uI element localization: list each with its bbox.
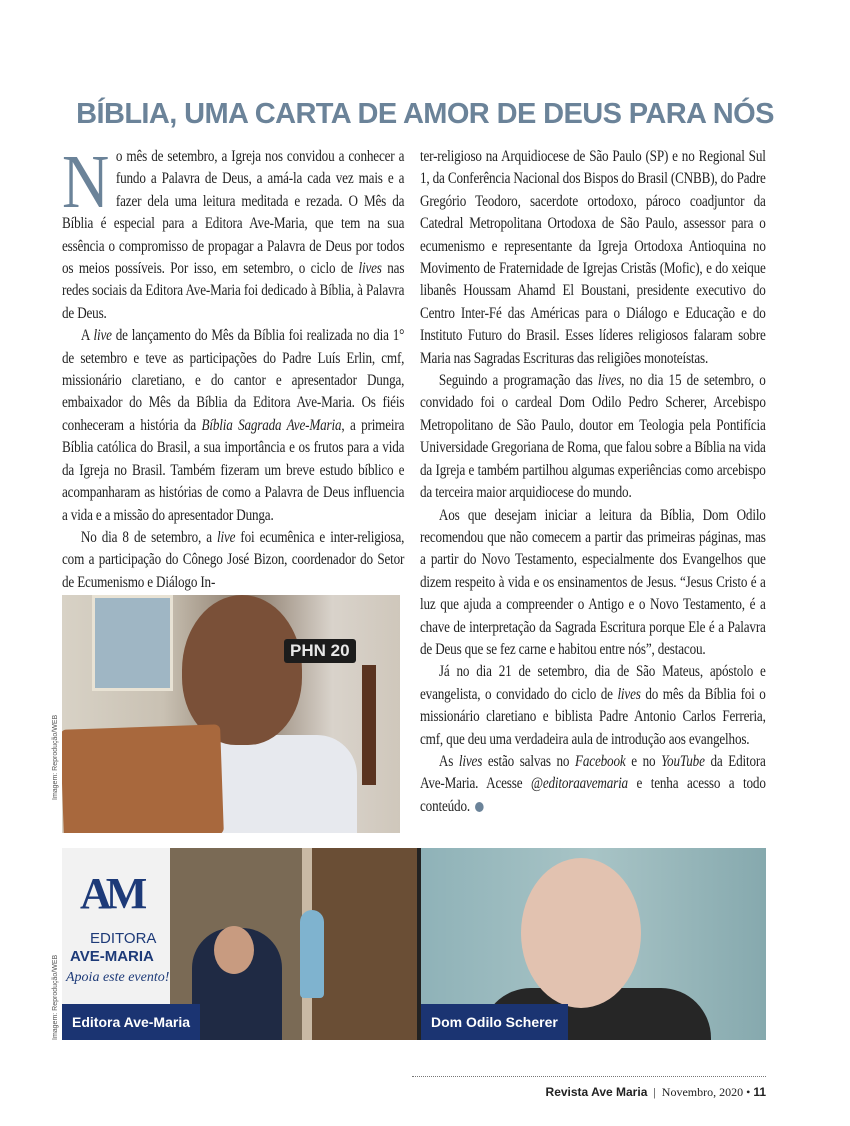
italic-text: lives <box>358 260 382 278</box>
italic-text: live <box>217 528 236 546</box>
italic-text: lives <box>597 372 622 390</box>
italic-text: Facebook <box>575 752 626 770</box>
text: , no dia 15 de setembro, o convidado foi o cardeal Dom Odilo Pedro Scherer, Arcebispo Metropolitano de São Paulo, doutor em Teologia pela Pontifícia Universidade Gregoriana de Roma, que falou sobre a Bíblia na vida da Igreja e também partilhou algumas experiências como arcebispo da terceira maior arquidiocese do mundo. <box>420 372 766 502</box>
italic-text: lives <box>458 752 483 770</box>
italic-text: lives <box>617 685 641 703</box>
right-column <box>420 146 766 818</box>
text: e tenha acesso a todo conteúdo. <box>420 775 766 815</box>
wall-picture <box>92 595 173 691</box>
text: da Editora Ave-Maria. Acesse <box>420 752 766 793</box>
issue-date: Novembro, 2020 <box>661 1085 744 1099</box>
photo-live-video-call <box>62 595 400 833</box>
paragraph <box>62 527 404 594</box>
banner-line3: Apoia este evento! <box>66 970 170 985</box>
text: As <box>438 752 459 770</box>
italic-text: YouTube <box>661 752 705 770</box>
text: o mês de setembro, a Igreja nos convidou a conhecer a fundo a Palavra de Deus, a amá-la cada vez mais e a fazer dela uma leitura meditada e rezada. O Mês da Bíblia é especial para a Editora Ave-Maria, que tem na sua essência o compromisso de propagar a Palavra de Deus por todos os meios possíveis. Por isso, em setembro, o ciclo de <box>62 148 405 278</box>
paragraph <box>420 661 766 751</box>
wooden-cross <box>362 665 376 785</box>
license-plate: PHN 20 <box>284 639 356 663</box>
text: de lançamento do Mês da Bíblia foi realizada no dia 1° de setembro e teve as participações do Padre Luís Erlin, cmf, missionário claretiano, e do cantor e apresentador Dunga, embaixador do Mês da Bíblia da Editora Ave-Maria. Os fiéis conheceram a história da <box>62 327 405 434</box>
text: foi ecumênica e inter-religiosa, com a participação do Cônego José Bizon, coordenador do Setor de Ecumenismo e Diálogo In- <box>62 528 405 591</box>
text: A <box>80 327 94 345</box>
paragraph <box>420 370 766 504</box>
banner-logo: AM <box>80 869 142 918</box>
page-number: 11 <box>753 1085 766 1099</box>
text: do mês da Bíblia foi o missionário claretiano e biblista Padre Antonio Carlos Ferreria, cmf, que deu uma verdadeira aula de introdução aos evangelhos. <box>420 685 766 748</box>
text: nas redes sociais da Editora Ave-Maria foi dedicado à Bíblia, à Palavra de Deus. <box>62 260 405 322</box>
paragraph <box>420 146 766 370</box>
italic-text: @editoraavemaria <box>530 775 628 793</box>
paragraph <box>420 505 766 662</box>
presenter-head <box>214 926 254 974</box>
label-dom-odilo: Dom Odilo Scherer <box>421 1004 568 1040</box>
person-head <box>182 595 302 745</box>
banner-line2: AVE-MARIA <box>70 948 154 965</box>
bishop-head <box>521 858 641 1008</box>
italic-text: Bíblia Sagrada Ave-Maria <box>201 416 342 434</box>
page-footer <box>546 1085 766 1100</box>
photo-split-screen-live <box>62 848 766 1040</box>
mary-statue <box>300 910 324 998</box>
paragraph <box>62 140 405 325</box>
label-editora: Editora Ave-Maria <box>62 1004 200 1040</box>
paragraph <box>62 325 404 527</box>
footer-separator: | <box>653 1085 656 1099</box>
text: , a primeira Bíblia católica do Brasil, a sua importância e os frutos para a vida da Igreja no Brasil. Também fizeram um breve estudo bíblico e acompanharam as histórias de como a Palavra de Deus influencia a vida e a missão do apresentador Dunga. <box>62 416 405 524</box>
text: Aos que desejam iniciar a leitura da Bíblia, Dom Odilo recomendou que não comecem a partir das primeiras páginas, mas a partir do Novo Testamento, especialmente dos Evangelhos que dizem respeito à vida e os ensinamentos de Jesus. “Jesus Cristo é a luz que ajuda a compreender o Antigo e o Novo Testamento, é a chave de interpretação da Sagrada Escritura porque Ele é a Palavra de Deus que se fez carne e habitou entre nós”, destacou. <box>420 506 766 658</box>
drop-cap: N <box>62 140 110 224</box>
text: estão salvas no <box>482 752 576 770</box>
photo-credit-top: Imagem: Reprodução/WEB <box>52 714 59 800</box>
text: Já no dia 21 de setembro, dia de São Mateus, apóstolo e evangelista, o convidado do ciclo de <box>420 663 766 703</box>
paragraph <box>420 751 766 818</box>
banner-line1: EDITORA <box>90 930 157 947</box>
article-title: BÍBLIA, UMA CARTA DE AMOR DE DEUS PARA NÓS <box>76 98 774 130</box>
footer-bullet: • <box>746 1085 751 1099</box>
photo-credit-bottom: Imagem: Reprodução/WEB <box>52 954 59 1040</box>
panel-editora <box>62 848 417 1040</box>
bible-book <box>62 724 224 833</box>
text: ter-religioso na Arquidiocese de São Paulo (SP) e no Regional Sul 1, da Conferência Nacional dos Bispos do Brasil (CNBB), do Padre Gregório Teodoro, sacerdote ortodoxo, pároco coadjuntor da Catedral Metropolitana Ortodoxa de São Paulo, assessor para o ecumenismo e representante da Igreja Ortodoxa Antioquina no Movimento de Fraternidade de Igrejas Cristãs (Mofic), e do xeique libanês Houssam Ahamd El Boustani, presidente executivo do Centro Inter-Fé das Américas para o Diálogo e Educação e do Instituto Futuro do Brasil. Esses líderes religiosos falaram sobre Maria nas Sagradas Escrituras das religiões monoteístas. <box>420 148 766 367</box>
text: No dia 8 de setembro, a <box>80 528 218 546</box>
footer-divider <box>412 1076 766 1077</box>
end-mark-icon <box>475 802 484 812</box>
panel-dom-odilo <box>421 848 766 1040</box>
magazine-name: Revista Ave Maria <box>545 1085 648 1099</box>
text: e no <box>625 752 662 770</box>
italic-text: live <box>93 327 112 345</box>
left-column <box>62 140 405 594</box>
text: Seguindo a programação das <box>438 372 598 390</box>
